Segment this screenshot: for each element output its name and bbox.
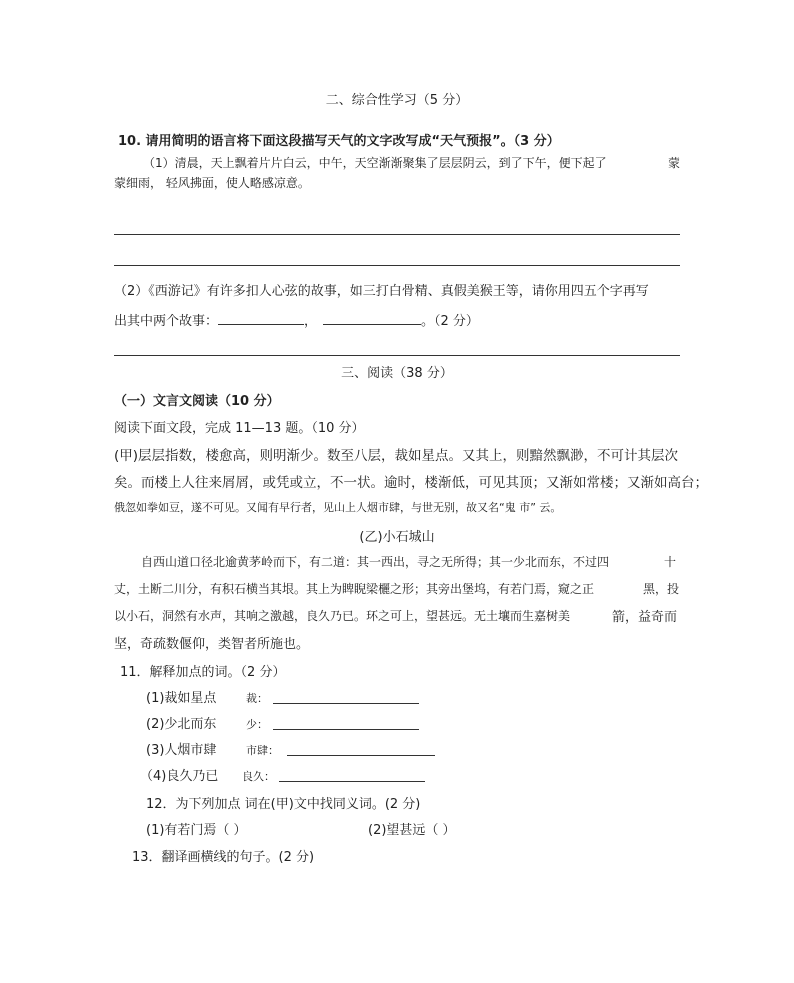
answer-line[interactable] bbox=[273, 729, 419, 730]
q11-item-label: (1)裁如星点 bbox=[146, 691, 217, 706]
section2-heading: 二、综合性学习（5 分） bbox=[325, 93, 469, 108]
answer-line bbox=[114, 234, 680, 235]
q10-p1-line2: 蒙细雨， 轻风拂面，使人略感凉意。 bbox=[114, 176, 310, 190]
yi-line: 丈，土断二川分，有积石横当其垠。其上为睥睨梁欐之形；其旁出堡坞，有若门焉，窥之正 bbox=[114, 582, 595, 596]
yi-line: 自西山道口径北逾黄茅岭而下，有二道：其一西出，寻之无所得；其一少北而东，不过四 bbox=[141, 555, 610, 569]
yi-line: 以小石，洞然有水声，其响之激越，良久乃已。环之可上，望甚远。无土壤而生嘉树美 bbox=[114, 609, 571, 623]
jia-line: 俄忽如拳如豆，遂不可见。又闻有早行者，见山上人烟市肆，与世无别，故又名“鬼 市” 云。 bbox=[114, 501, 562, 514]
yi-line: 坚，奇疏数偃仰，类智者所施也。 bbox=[114, 637, 310, 652]
q10-p2-line1: （2）《西游记》有许多扣人心弦的故事，如三打白骨精、真假美猴王等，请你用四五个字再写 bbox=[114, 284, 649, 299]
q10-p2-sep: ， bbox=[304, 314, 318, 329]
q10-title: 10. 请用简明的语言将下面这段描写天气的文字改写成“天气预报”。（3 分） bbox=[118, 134, 560, 149]
answer-line[interactable] bbox=[273, 703, 419, 704]
jia-line: 矣。而楼上人往来屑屑，或凭或立，不一状。逾时，楼渐低，可见其顶；又渐如常楼；又渐如高台； bbox=[114, 475, 708, 491]
q11-item-word: 市肆： bbox=[246, 744, 279, 757]
reading-instruction: 阅读下面文段，完成 11—13 题。（10 分） bbox=[114, 421, 365, 436]
q10-p2-line2 bbox=[114, 310, 479, 329]
q11-item-word: 良久： bbox=[242, 770, 275, 783]
q11-item-label: （4)良久乃已 bbox=[140, 769, 219, 784]
q10-p2-prefix: 出其中两个故事： bbox=[114, 314, 219, 329]
yi-line-end: 十 bbox=[664, 555, 677, 569]
answer-line[interactable] bbox=[287, 755, 435, 756]
section3-heading: 三、阅读（38 分） bbox=[341, 366, 453, 381]
q11-item-label: (3)人烟市肆 bbox=[146, 743, 217, 758]
yi-title: (乙)小石城山 bbox=[359, 530, 435, 545]
answer-line bbox=[114, 355, 680, 356]
q10-p1-line1: （1）清晨，天上飘着片片白云，中午，天空渐渐聚集了层层阴云，到了下午，便下起了 bbox=[143, 156, 607, 170]
q11-item-word: 裁： bbox=[246, 692, 268, 705]
q11-item-label: (2)少北而东 bbox=[146, 717, 217, 732]
answer-line bbox=[114, 265, 680, 266]
q11-item-word: 少： bbox=[246, 718, 268, 731]
q12-title: 12．为下列加点 词在(甲)文中找同义词。(2 分) bbox=[146, 797, 421, 812]
blank-field[interactable] bbox=[218, 312, 304, 325]
q12-item: (1)有若门焉（ ） bbox=[146, 823, 247, 838]
q10-p2-suffix: 。（2 分） bbox=[421, 314, 479, 329]
answer-line[interactable] bbox=[279, 781, 425, 782]
subsection-heading: （一）文言文阅读（10 分） bbox=[114, 394, 280, 409]
jia-line: (甲)层层指数，楼愈高，则明渐少。数至八层，裁如星点。又其上，则黯然飘渺，不可计其层次 bbox=[114, 448, 679, 464]
q13-title: 13．翻译画横线的句子。(2 分) bbox=[132, 850, 315, 865]
q10-p1-line1-end: 蒙 bbox=[668, 156, 681, 170]
q11-title: 11．解释加点的词。（2 分） bbox=[120, 665, 286, 680]
yi-line-end: 箭，益奇而 bbox=[612, 610, 678, 625]
q12-item: (2)望甚远（ ） bbox=[368, 823, 456, 838]
blank-field[interactable] bbox=[323, 312, 421, 325]
yi-line-end: 黑，投 bbox=[643, 582, 680, 596]
